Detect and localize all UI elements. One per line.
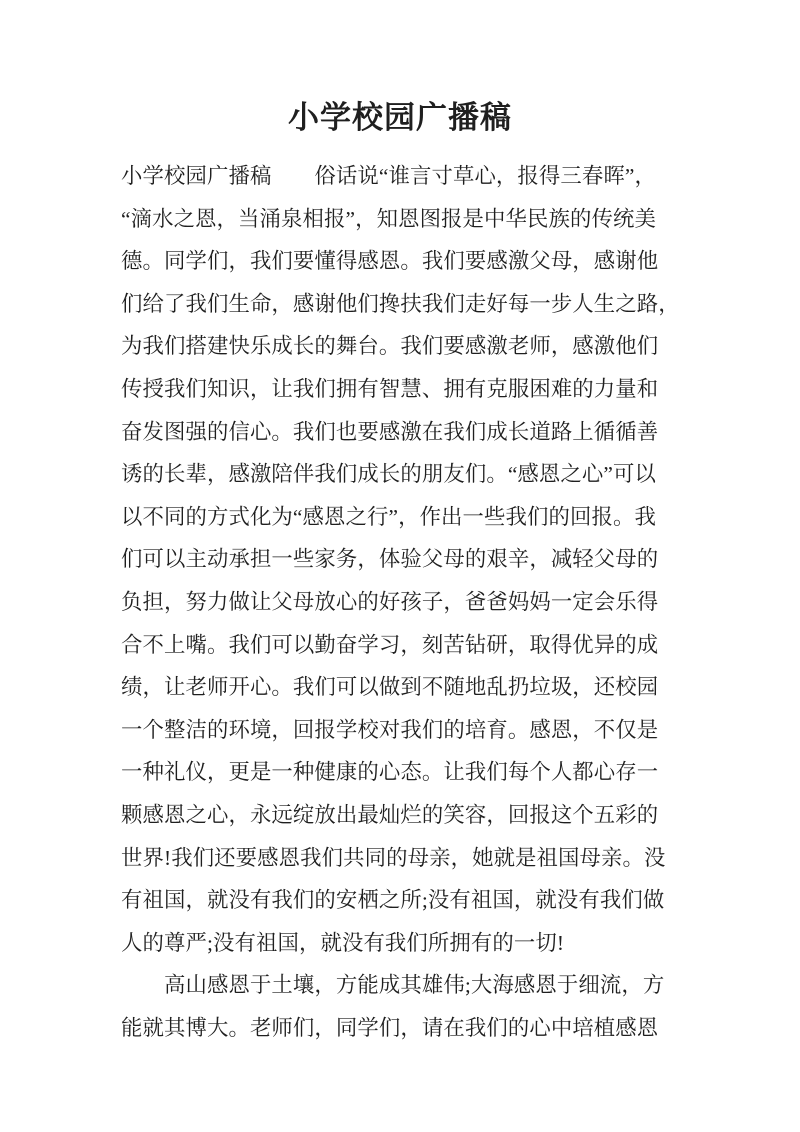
text-line: 德。同学们，我们要懂得感恩。我们要感激父母，感谢他: [121, 249, 659, 274]
document-body: [121, 155, 681, 1049]
text-line: 世界!我们还要感恩我们共同的母亲，她就是祖国母亲。没: [121, 845, 666, 870]
text-line: 小学校园广播稿 俗话说“谁言寸草心，报得三春晖”，: [121, 164, 656, 188]
text-line: 以不同的方式化为“感恩之行”，作出一些我们的回报。我: [121, 504, 656, 529]
page-title: 小学校园广播稿: [288, 100, 512, 135]
text-line: 奋发图强的信心。我们也要感激在我们成长道路上循循善: [121, 419, 659, 444]
text-line: 合不上嘴。我们可以勤奋学习，刻苦钻研，取得优异的成: [121, 632, 659, 657]
text-line: 人的尊严;没有祖国，就没有我们所拥有的一切!: [121, 930, 565, 955]
text-line: 颗感恩之心，永远绽放出最灿烂的笑容，回报这个五彩的: [121, 802, 659, 827]
text-line: 一种礼仪，更是一种健康的心态。让我们每个人都心存一: [121, 760, 659, 785]
text-line: 为我们搭建快乐成长的舞台。我们要感激老师，感激他们: [121, 334, 659, 359]
text-line: 有祖国，就没有我们的安栖之所;没有祖国，就没有我们做: [121, 888, 665, 913]
text-line: “滴水之恩，当涌泉相报”，知恩图报是中华民族的传统美: [121, 206, 656, 231]
text-line: 们给了我们生命，感谢他们搀扶我们走好每一步人生之路，: [121, 291, 680, 316]
text-line: 诱的长辈，感激陪伴我们成长的朋友们。“感恩之心”可以: [121, 462, 656, 487]
text-line: 传授我们知识，让我们拥有智慧、拥有克服困难的力量和: [121, 376, 659, 401]
text-line: 高山感恩于土壤，方能成其雄伟;大海感恩于细流，方: [121, 973, 665, 998]
text-line: 负担，努力做让父母放心的好孩子，爸爸妈妈一定会乐得: [121, 589, 659, 614]
text-line: 绩，让老师开心。我们可以做到不随地乱扔垃圾，还校园: [121, 675, 659, 700]
text-line: 一个整洁的环境，回报学校对我们的培育。感恩，不仅是: [121, 717, 659, 742]
text-line: 们可以主动承担一些家务，体验父母的艰辛，减轻父母的: [121, 547, 659, 572]
text-line: 能就其博大。老师们，同学们，请在我们的心中培植感恩: [121, 1015, 659, 1040]
